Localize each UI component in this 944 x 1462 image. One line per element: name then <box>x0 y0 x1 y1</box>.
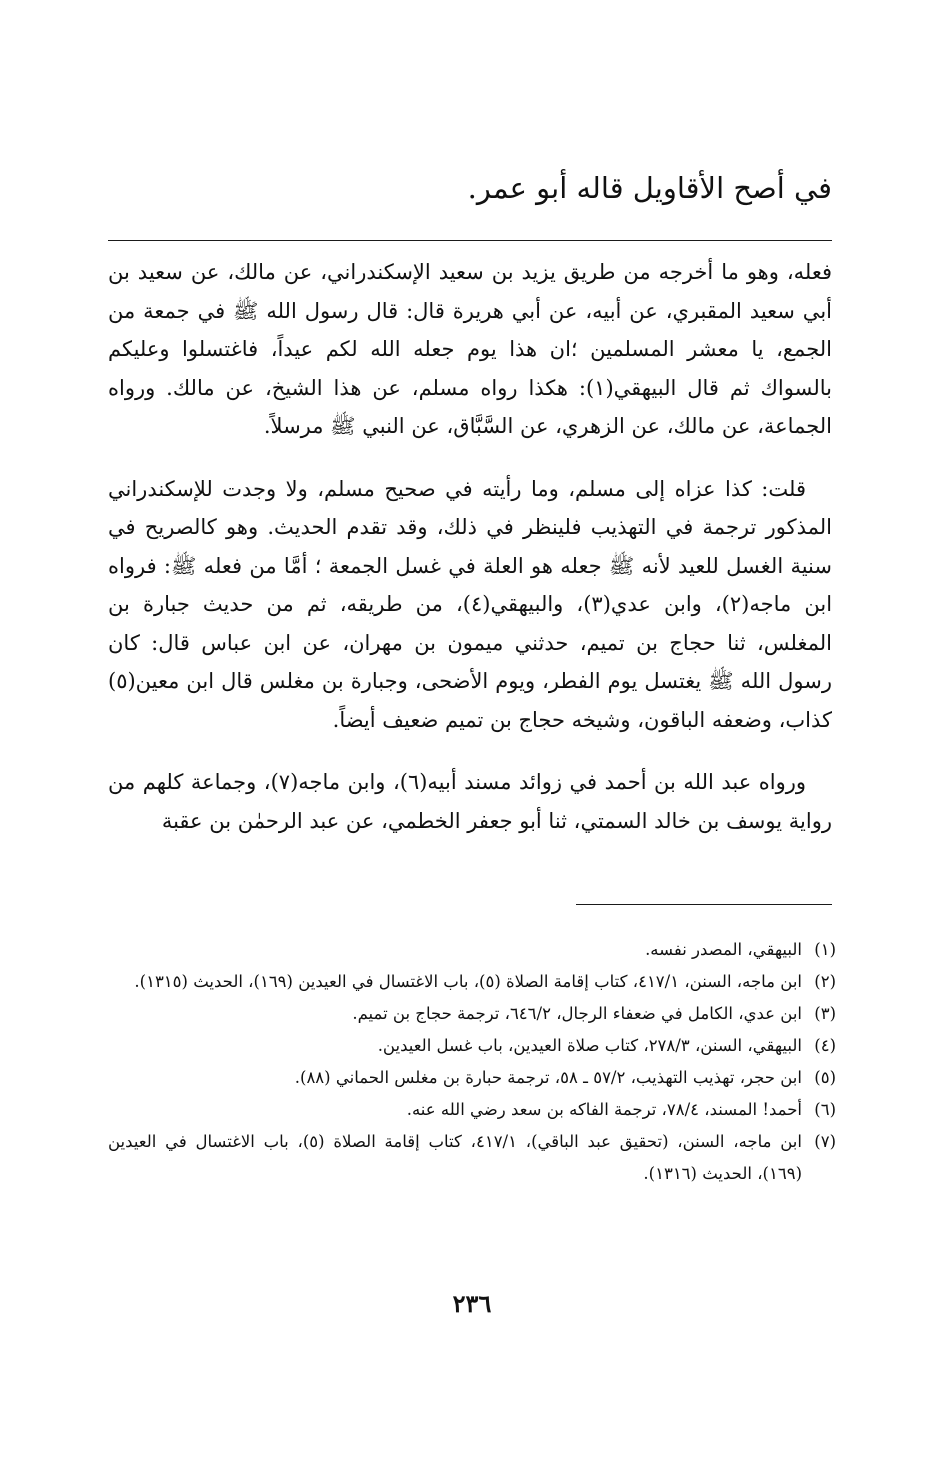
footnote-text: ابن عدي، الكامل في ضعفاء الرجال، ٦٤٦/٢، ترجمة حجاج بن تميم. <box>352 1004 802 1023</box>
paragraph-1: فعله، وهو ما أخرجه من طريق يزيد بن سعيد الإسكندراني، عن مالك، عن سعيد بن أبي سعيد المقبري، عن أبيه، عن أبي هريرة قال: قال رسول الله ﷺ في جمعة من الجمع، يا معشر المسلمين ؛ان هذا يوم جعله الله لكم عيداً، فاغتسلوا وعليكم بالسواك ثم قال البيهقي(١): هكذا رواه مسلم، عن هذا الشيخ، عن مالك. ورواه الجماعة، عن مالك، عن الزهري، عن السَّبَّاق، عن النبي ﷺ مرسلاً. <box>108 260 832 438</box>
carry-over-line: في أصح الأقاويل قاله أبو عمر. <box>467 171 832 205</box>
footnote-5 <box>108 1062 836 1094</box>
footnote-3 <box>108 998 836 1030</box>
footnote-6 <box>108 1094 836 1126</box>
footnote-text: البيهقي، السنن، ٢٧٨/٣، كتاب صلاة العيدين، باب غسل العيدين. <box>377 1036 802 1055</box>
footnote-number: (٣) <box>814 1004 836 1023</box>
main-text <box>108 253 832 840</box>
footnote-4 <box>108 1030 836 1062</box>
footnote-number: (٢) <box>814 972 836 991</box>
footnote-text: ابن ماجه، السنن، ٤١٧/١، كتاب إقامة الصلاة (٥)، باب الاغتسال في العيدين (١٦٩)، الحديث (١٣١٥). <box>134 972 802 991</box>
page-number: ٢٣٦ <box>452 1289 492 1318</box>
footnote-number: (٥) <box>814 1068 836 1087</box>
footnote-number: (٧) <box>814 1132 836 1151</box>
paragraph-2: قلت: كذا عزاه إلى مسلم، وما رأيته في صحيح مسلم، ولا وجدت للإسكندراني المذكور ترجمة في التهذيب فلينظر في ذلك، وقد تقدم الحديث. وهو كالصريح في سنية الغسل للعيد لأنه ﷺ جعله هو العلة في غسل الجمعة ؛ أمَّا من فعله ﷺ: فرواه ابن ماجه(٢)، وابن عدي(٣)، والبيهقي(٤)، من طريقه، ثم من حديث جبارة بن المغلس، ثنا حجاج بن تميم، حدثني ميمون بن مهران، عن ابن عباس قال: كان رسول الله ﷺ يغتسل يوم الفطر، ويوم الأضحى، وجبارة بن مغلس قال ابن معين(٥) كذاب، وضعفه الباقون، وشيخه حجاج بن تميم ضعيف أيضاً. <box>108 476 833 732</box>
footnote-text: البيهقي، المصدر نفسه. <box>645 940 802 959</box>
footnote-2 <box>108 966 836 998</box>
footnote-text: ابن حجر، تهذيب التهذيب، ٥٧/٢ ـ ٥٨، ترجمة حبارة بن مغلس الحماني (٨٨). <box>294 1068 802 1087</box>
footnote-1 <box>108 934 836 966</box>
paragraph-3: ورواه عبد الله بن أحمد في زوائد مسند أبيه(٦)، وابن ماجه(٧)، وجماعة كلهم من رواية يوسف بن خالد السمتي، ثنا أبو جعفر الخطمي، عن عبد الرحمٰن بن عقبة <box>108 770 832 833</box>
footnote-separator <box>576 904 832 905</box>
footnote-text: ابن ماجه، السنن، (تحقيق عبد الباقي)، ٤١٧/١، كتاب إقامة الصلاة (٥)، باب الاغتسال في العيدين (١٦٩)، الحديث (١٣١٦). <box>108 1132 802 1183</box>
footnote-text: أحمد! المسند، ٧٨/٤، ترجمة الفاكه بن سعد رضي الله عنه. <box>406 1100 802 1119</box>
footnote-7 <box>108 1126 836 1190</box>
text-divider-rule <box>108 240 832 241</box>
footnote-number: (١) <box>814 940 836 959</box>
footnote-number: (٤) <box>814 1036 836 1055</box>
footnotes <box>108 934 836 1190</box>
footnote-number: (٦) <box>814 1100 836 1119</box>
